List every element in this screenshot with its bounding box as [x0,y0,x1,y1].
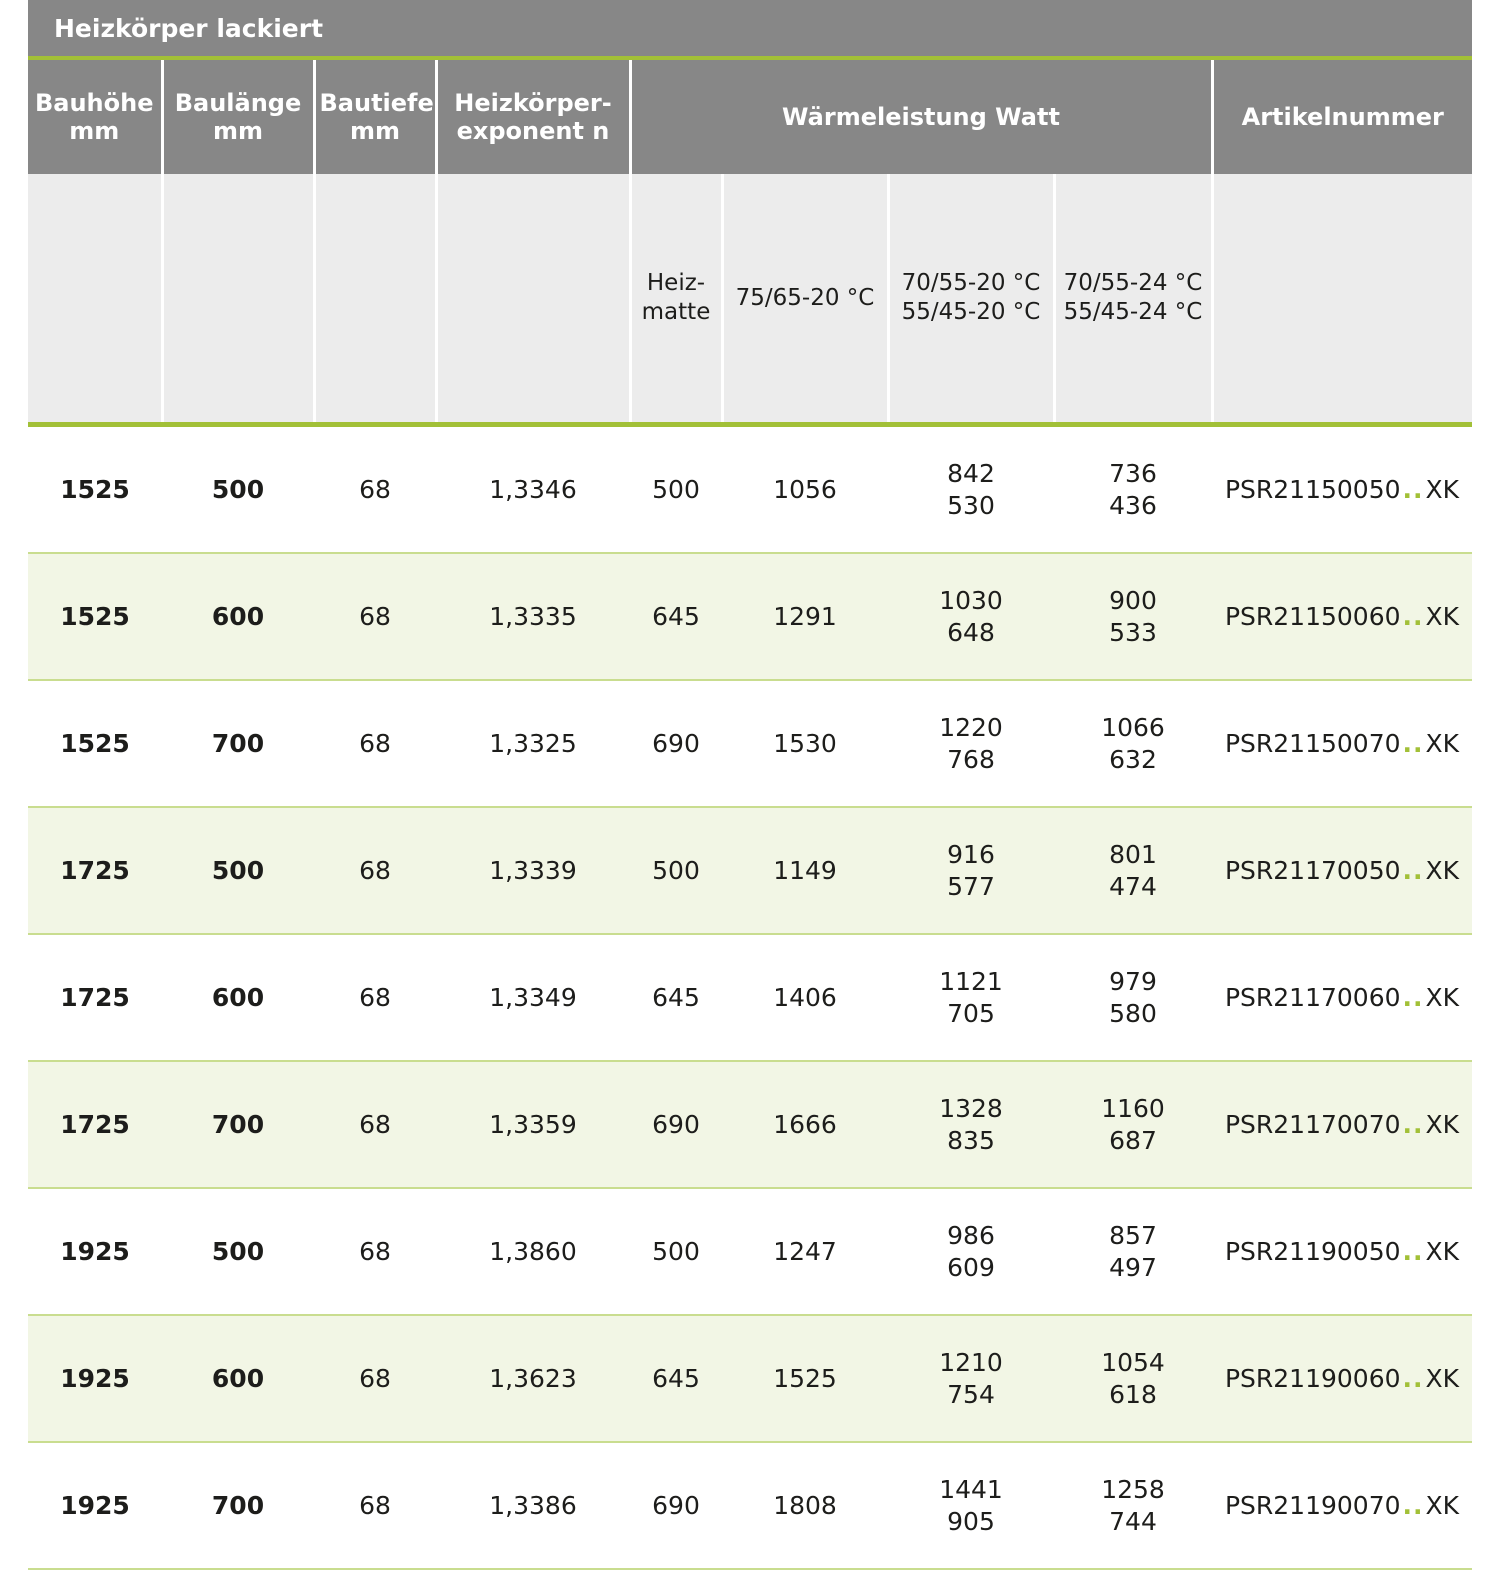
artikelnummer-prefix: PSR21170070 [1224,1109,1401,1139]
cell-heizmatte: 645 [630,1315,722,1442]
artikelnummer-prefix: PSR21150060 [1224,601,1401,631]
cell-watt-55-45-20-value: 905 [947,1506,995,1536]
cell-watt-70-55-20-value: 1121 [939,967,1003,997]
cell-artikelnummer [1212,427,1472,553]
header-baulaenge-line2: mm [212,117,263,145]
cell-artikelnummer [1212,807,1472,934]
cell-bauhoehe: 1525 [28,427,162,553]
cell-watt-70-55-20-value: 1441 [939,1475,1003,1505]
cell-watt-70-55-24 [1054,553,1212,680]
cell-watt-70-55-24 [1054,1061,1212,1188]
cell-watt-70-55-20 [888,1188,1054,1315]
artikelnummer-suffix: XK [1425,601,1460,631]
header-baulaenge [162,58,314,174]
header-bauhoehe-line1: Bauhöhe [34,88,154,117]
cell-baulaenge: 700 [162,1061,314,1188]
cell-artikelnummer [1212,1315,1472,1442]
artikelnummer-suffix: XK [1425,1236,1460,1266]
cell-bautiefe: 68 [314,1315,436,1442]
cell-watt-70-55-20 [888,807,1054,934]
table-row [28,934,1472,1061]
sub-header-row [28,174,1472,422]
artikelnummer-dots: .. [1402,1236,1424,1266]
cell-watt-75-65-20: 1666 [722,1061,888,1188]
table-row [28,1188,1472,1315]
header-bauhoehe [28,58,162,174]
cell-exponent: 1,3335 [436,553,630,680]
cell-watt-55-45-24-value: 632 [1109,744,1157,774]
table-row [28,1442,1472,1569]
table-title-row [28,0,1472,58]
cell-watt-70-55-24-value: 1066 [1101,713,1165,743]
radiator-spec-table [28,0,1472,1570]
artikelnummer-prefix: PSR21150050 [1224,474,1401,504]
cell-bautiefe: 68 [314,1442,436,1569]
cell-watt-55-45-20-value: 705 [947,998,995,1028]
cell-watt-70-55-20 [888,680,1054,807]
artikelnummer-suffix: XK [1425,1109,1460,1139]
cell-watt-75-65-20: 1247 [722,1188,888,1315]
artikelnummer-dots: .. [1402,474,1424,504]
cell-watt-70-55-20 [888,553,1054,680]
cell-watt-70-55-24 [1054,680,1212,807]
cell-bautiefe: 68 [314,1188,436,1315]
cell-exponent: 1,3860 [436,1188,630,1315]
cell-bautiefe: 68 [314,553,436,680]
cell-watt-55-45-24-value: 744 [1109,1506,1157,1536]
header-bautiefe-line1: Bautiefe [319,88,434,117]
cell-baulaenge: 700 [162,1442,314,1569]
cell-watt-70-55-24-value: 1258 [1101,1475,1165,1505]
cell-heizmatte: 690 [630,1061,722,1188]
table-body [28,427,1472,1569]
cell-watt-55-45-24-value: 497 [1109,1252,1157,1282]
cell-heizmatte: 645 [630,553,722,680]
cell-watt-70-55-20-value: 916 [947,840,995,870]
subheader-temp-70-55-20 [888,174,1054,422]
cell-watt-55-45-20-value: 754 [947,1379,995,1409]
cell-bautiefe: 68 [314,680,436,807]
subheader-empty-bauhoehe [28,174,162,422]
cell-bautiefe: 68 [314,934,436,1061]
cell-watt-75-65-20: 1056 [722,427,888,553]
subheader-heizmatte-line1: Heiz- [646,270,706,297]
header-heizkoerperexponent [436,58,630,174]
header-artikelnummer: Artikelnummer [1212,58,1472,174]
subheader-temp-75-65-20: 75/65-20 °C [722,174,888,422]
subheader-empty-exponent [436,174,630,422]
cell-watt-75-65-20: 1525 [722,1315,888,1442]
cell-watt-70-55-20-value: 1220 [939,713,1003,743]
artikelnummer-suffix: XK [1425,1363,1460,1393]
cell-watt-70-55-20-value: 1210 [939,1348,1003,1378]
table-row [28,553,1472,680]
cell-heizmatte: 645 [630,934,722,1061]
cell-watt-70-55-24 [1054,1442,1212,1569]
cell-baulaenge: 500 [162,427,314,553]
cell-bautiefe: 68 [314,807,436,934]
artikelnummer-prefix: PSR21190050 [1224,1236,1401,1266]
cell-watt-55-45-24-value: 533 [1109,617,1157,647]
subheader-temp-55-45-24-line2: 55/45-24 °C [1063,299,1203,325]
cell-heizmatte: 500 [630,1188,722,1315]
cell-bauhoehe: 1725 [28,807,162,934]
table-row [28,427,1472,553]
cell-watt-70-55-20 [888,1315,1054,1442]
artikelnummer-dots: .. [1402,728,1424,758]
table-row [28,807,1472,934]
table-row [28,1315,1472,1442]
cell-baulaenge: 600 [162,553,314,680]
artikelnummer-dots: .. [1402,855,1424,885]
cell-watt-70-55-24-value: 736 [1109,459,1157,489]
cell-watt-75-65-20: 1530 [722,680,888,807]
artikelnummer-dots: .. [1402,982,1424,1012]
cell-watt-70-55-24 [1054,1315,1212,1442]
artikelnummer-dots: .. [1402,1490,1424,1520]
table-row [28,680,1472,807]
subheader-empty-bautiefe [314,174,436,422]
table-head [28,0,1472,427]
table-title: Heizkörper lackiert [28,0,1472,58]
cell-watt-70-55-24-value: 801 [1109,840,1157,870]
cell-watt-55-45-20-value: 609 [947,1252,995,1282]
cell-watt-70-55-24-value: 979 [1109,967,1157,997]
cell-watt-70-55-20 [888,1061,1054,1188]
cell-exponent: 1,3346 [436,427,630,553]
cell-watt-75-65-20: 1808 [722,1442,888,1569]
header-bautiefe [314,58,436,174]
cell-artikelnummer [1212,553,1472,680]
artikelnummer-dots: .. [1402,1363,1424,1393]
cell-watt-55-45-24-value: 618 [1109,1379,1157,1409]
cell-baulaenge: 500 [162,807,314,934]
subheader-temp-70-55-20-line1: 70/55-20 °C [901,270,1041,297]
cell-watt-70-55-20-value: 986 [947,1221,995,1251]
cell-watt-75-65-20: 1406 [722,934,888,1061]
subheader-temp-55-45-20-line2: 55/45-20 °C [901,299,1041,325]
subheader-empty-artikelnummer [1212,174,1472,422]
subheader-temp-70-55-24-line1: 70/55-24 °C [1063,270,1203,297]
cell-watt-70-55-24-value: 857 [1109,1221,1157,1251]
artikelnummer-dots: .. [1402,601,1424,631]
cell-exponent: 1,3349 [436,934,630,1061]
cell-baulaenge: 600 [162,1315,314,1442]
cell-artikelnummer [1212,1188,1472,1315]
cell-heizmatte: 500 [630,807,722,934]
artikelnummer-prefix: PSR21190070 [1224,1490,1401,1520]
cell-watt-70-55-24 [1054,1188,1212,1315]
cell-watt-55-45-20-value: 530 [947,490,995,520]
header-bautiefe-line2: mm [349,117,400,145]
cell-watt-70-55-20-value: 1328 [939,1094,1003,1124]
subheader-heizmatte [630,174,722,422]
artikelnummer-suffix: XK [1425,728,1460,758]
cell-baulaenge: 700 [162,680,314,807]
cell-watt-55-45-20-value: 768 [947,744,995,774]
cell-heizmatte: 690 [630,680,722,807]
artikelnummer-prefix: PSR21170060 [1224,982,1401,1012]
cell-watt-70-55-20 [888,1442,1054,1569]
header-waermeleistung: Wärmeleistung Watt [630,58,1212,174]
cell-watt-55-45-24-value: 580 [1109,998,1157,1028]
cell-heizmatte: 500 [630,427,722,553]
cell-bauhoehe: 1525 [28,553,162,680]
artikelnummer-suffix: XK [1425,982,1460,1012]
cell-bauhoehe: 1525 [28,680,162,807]
cell-watt-55-45-24-value: 687 [1109,1125,1157,1155]
artikelnummer-suffix: XK [1425,474,1460,504]
cell-watt-55-45-24-value: 474 [1109,871,1157,901]
column-header-row [28,58,1472,174]
cell-artikelnummer [1212,1442,1472,1569]
cell-watt-70-55-20 [888,934,1054,1061]
cell-watt-70-55-24 [1054,934,1212,1061]
artikelnummer-suffix: XK [1425,1490,1460,1520]
cell-artikelnummer [1212,934,1472,1061]
cell-watt-70-55-24-value: 1160 [1101,1094,1165,1124]
cell-heizmatte: 690 [630,1442,722,1569]
cell-bauhoehe: 1925 [28,1315,162,1442]
cell-bautiefe: 68 [314,427,436,553]
header-baulaenge-line1: Baulänge [174,88,302,117]
cell-watt-70-55-20-value: 1030 [939,586,1003,616]
cell-watt-55-45-20-value: 835 [947,1125,995,1155]
subheader-empty-baulaenge [162,174,314,422]
cell-baulaenge: 600 [162,934,314,1061]
cell-bauhoehe: 1925 [28,1442,162,1569]
cell-bautiefe: 68 [314,1061,436,1188]
header-exponent-line1: Heizkörper- [454,88,612,117]
artikelnummer-prefix: PSR21150070 [1224,728,1401,758]
cell-baulaenge: 500 [162,1188,314,1315]
cell-exponent: 1,3386 [436,1442,630,1569]
cell-watt-70-55-24-value: 900 [1109,586,1157,616]
artikelnummer-prefix: PSR21190060 [1224,1363,1401,1393]
cell-watt-75-65-20: 1291 [722,553,888,680]
cell-watt-70-55-24 [1054,427,1212,553]
header-bauhoehe-line2: mm [69,117,120,145]
cell-artikelnummer [1212,680,1472,807]
cell-exponent: 1,3623 [436,1315,630,1442]
cell-watt-70-55-24 [1054,807,1212,934]
cell-artikelnummer [1212,1061,1472,1188]
artikelnummer-suffix: XK [1425,855,1460,885]
artikelnummer-prefix: PSR21170050 [1224,855,1401,885]
cell-watt-55-45-20-value: 648 [947,617,995,647]
subheader-temp-70-55-24 [1054,174,1212,422]
cell-watt-70-55-20 [888,427,1054,553]
cell-bauhoehe: 1725 [28,934,162,1061]
cell-watt-75-65-20: 1149 [722,807,888,934]
cell-exponent: 1,3359 [436,1061,630,1188]
cell-watt-70-55-20-value: 842 [947,459,995,489]
table-row [28,1061,1472,1188]
artikelnummer-dots: .. [1402,1109,1424,1139]
cell-exponent: 1,3339 [436,807,630,934]
cell-watt-70-55-24-value: 1054 [1101,1348,1165,1378]
subheader-heizmatte-line2: matte [641,299,711,325]
header-exponent-line2: exponent n [456,117,610,145]
cell-bauhoehe: 1925 [28,1188,162,1315]
cell-bauhoehe: 1725 [28,1061,162,1188]
cell-watt-55-45-20-value: 577 [947,871,995,901]
cell-exponent: 1,3325 [436,680,630,807]
cell-watt-55-45-24-value: 436 [1109,490,1157,520]
